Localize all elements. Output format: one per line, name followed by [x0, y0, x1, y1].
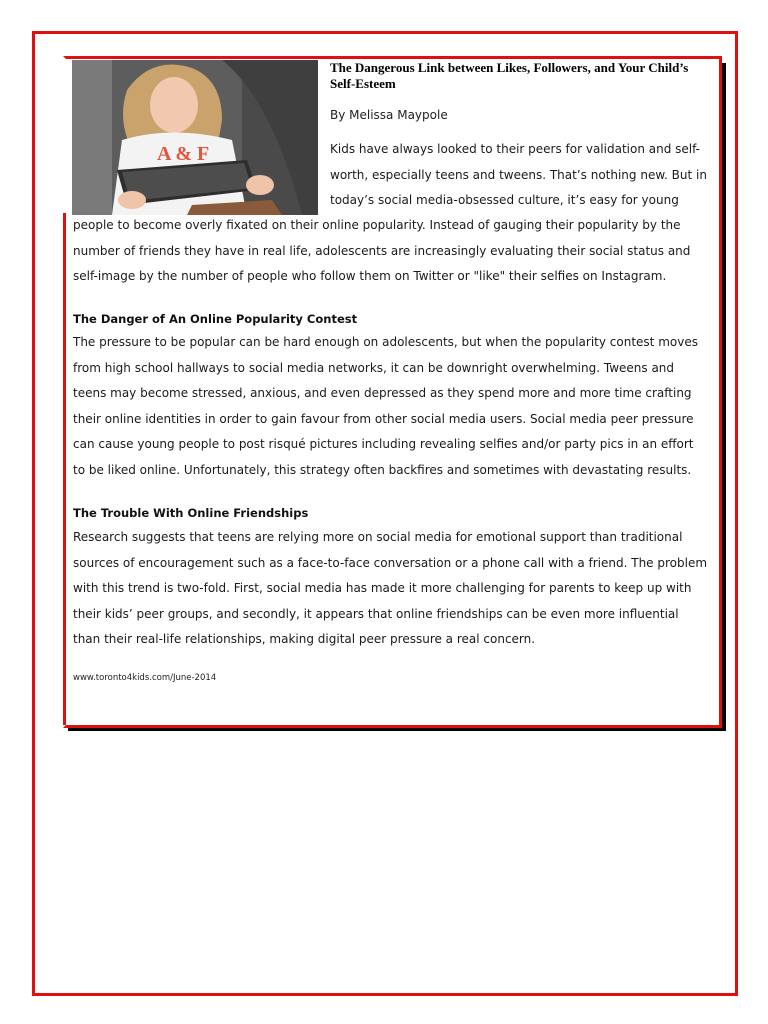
- photo-illustration: [72, 60, 318, 215]
- article-title: The Dangerous Link between Likes, Followers, and Your Child’s Self-Esteem: [330, 60, 689, 91]
- article-box-left-border: [63, 213, 66, 725]
- section-heading-online-friendships: The Trouble With Online Friendships: [73, 506, 309, 520]
- section-body-online-friendships: Research suggests that teens are relying more on social media for emotional support than traditional sources of encouragement such as a face-to-face conversation or a phone call with a friend. The problem with this trend is two-fold. First, social media has made it more challenging for parents to keep up with their kids’ peer groups, and secondly, it appears that online friendships can be even more influential than their real-life relationships, making digital peer pressure a real concern.: [73, 530, 708, 646]
- photo-shirt-text: A & F: [157, 143, 210, 165]
- section-body-popularity-contest: The pressure to be popular can be hard enough on adolescents, but when the popularity contest moves from high school hallways to social media networks, it can be downright overwhelming. Tweens and teens may become stressed, anxious, and even depressed as they spend more and more time crafting their online identities in order to gain favour from other social media users. Social media peer pressure can cause young people to post risqué pictures including revealing selfies and/or party pics in an effort to be liked online. Unfortunately, this strategy often backfires and sometimes with devastating results.: [73, 335, 698, 477]
- source-citation: www.toronto4kids.com/June-2014: [73, 673, 217, 683]
- article-author: By Melissa Maypole: [330, 108, 448, 122]
- intro-paragraph-wrapped: Kids have always looked to their peers for validation and self-worth, especially teens and tweens. That’s nothing new. But in today’s social media-obsessed culture, it’s easy for young: [330, 142, 707, 207]
- section-heading-popularity-contest: The Danger of An Online Popularity Contest: [73, 312, 358, 326]
- intro-paragraph-continued: people to become overly fixated on their online popularity. Instead of gauging their popularity by the number of friends they have in real life, adolescents are increasingly evaluating their social status and self-image by the number of people who follow them on Twitter or "like" their selfies on Instagram.: [73, 218, 691, 283]
- article-photo-girl-with-tablet: [72, 60, 318, 215]
